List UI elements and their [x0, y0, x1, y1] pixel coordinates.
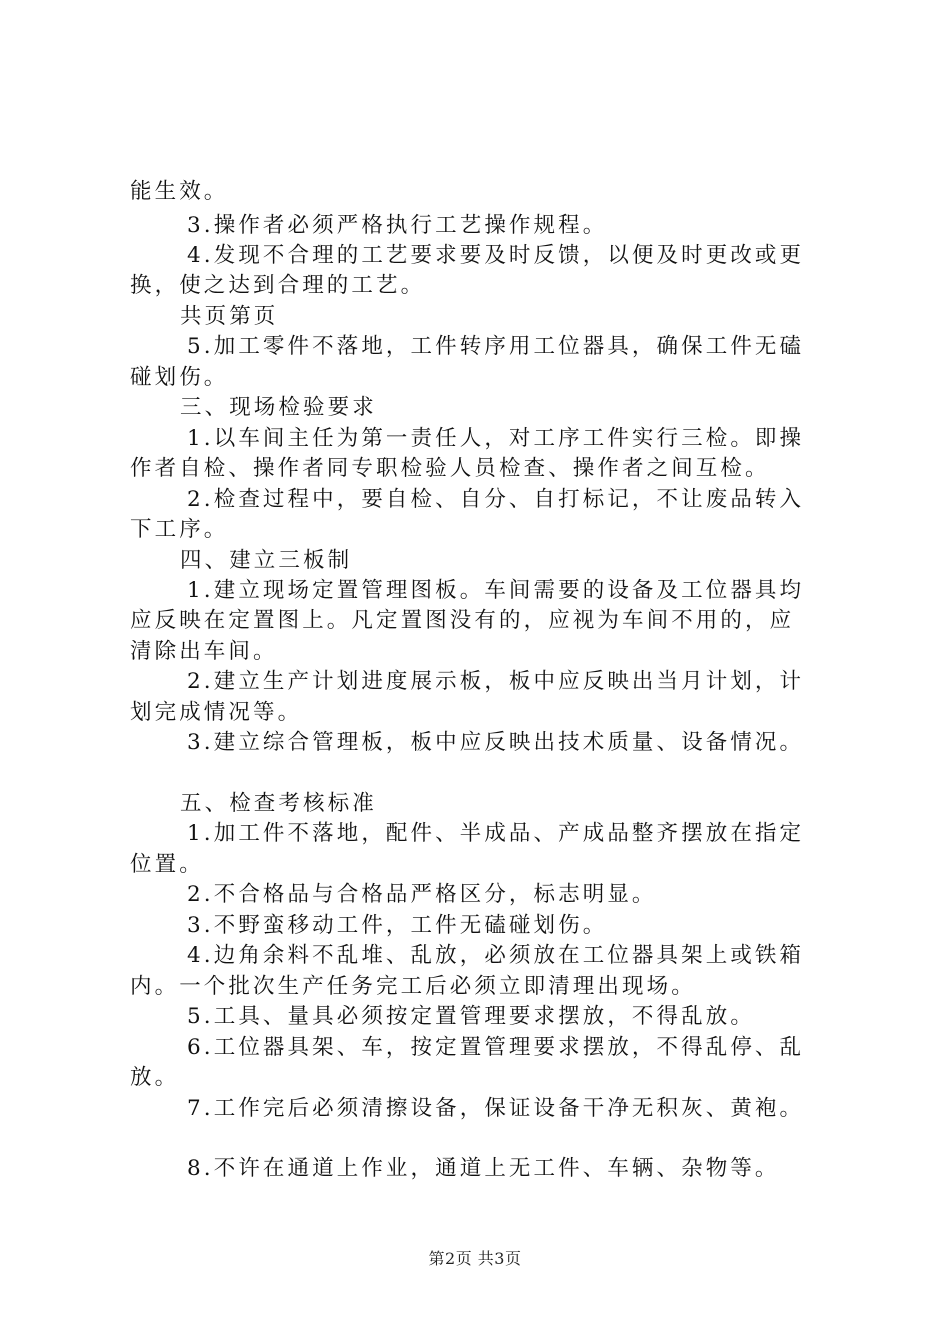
page-number-footer: 第2页 共3页: [428, 1249, 522, 1268]
section-heading: 三、现场检验要求: [180, 395, 377, 420]
text-line: 共页第页: [180, 304, 279, 329]
text-line: 划完成情况等。: [130, 700, 303, 725]
text-line: 2.检查过程中，要自检、自分、自打标记，不让废品转入: [187, 487, 805, 512]
text-line: 应反映在定置图上。凡定置图没有的，应视为车间不用的，应: [130, 608, 795, 633]
text-line: 内。一个批次生产任务完工后必须立即清理出现场。: [130, 974, 696, 999]
text-line: 碰划伤。: [130, 365, 229, 390]
text-line: 6.工位器具架、车，按定置管理要求摆放，不得乱停、乱: [187, 1035, 805, 1060]
text-line: 作者自检、操作者同专职检验人员检查、操作者之间互检。: [130, 456, 770, 481]
text-line: 能生效。: [130, 179, 229, 204]
text-line: 放。: [130, 1065, 180, 1090]
text-line: 8.不许在通道上作业，通道上无工件、车辆、杂物等。: [187, 1156, 780, 1181]
text-line: 4.发现不合理的工艺要求要及时反馈，以便及时更改或更: [187, 243, 805, 268]
text-line: 3.建立综合管理板，板中应反映出技术质量、设备情况。: [187, 730, 805, 755]
text-line: 5.工具、量具必须按定置管理要求摆放，不得乱放。: [187, 1004, 755, 1029]
text-line: 3.操作者必须严格执行工艺操作规程。: [187, 213, 608, 238]
text-line: 7.工作完后必须清擦设备，保证设备干净无积灰、黄袍。: [187, 1096, 805, 1121]
text-line: 1.以车间主任为第一责任人，对工序工件实行三检。即操: [187, 426, 805, 451]
text-line: 2.建立生产计划进度展示板，板中应反映出当月计划，计: [187, 669, 805, 694]
text-line: 换，使之达到合理的工艺。: [130, 273, 426, 298]
text-line: 1.建立现场定置管理图板。车间需要的设备及工位器具均: [187, 578, 805, 603]
text-line: 5.加工零件不落地，工件转序用工位器具，确保工件无磕: [187, 334, 805, 359]
text-line: 3.不野蛮移动工件，工件无磕碰划伤。: [187, 913, 608, 938]
text-line: 2.不合格品与合格品严格区分，标志明显。: [187, 882, 657, 907]
section-heading: 五、检查考核标准: [180, 791, 377, 816]
text-line: 清除出车间。: [130, 639, 278, 664]
text-line: 位置。: [130, 852, 204, 877]
text-line: 4.边角余料不乱堆、乱放，必须放在工位器具架上或铁箱: [187, 943, 805, 968]
section-heading: 四、建立三板制: [180, 548, 353, 573]
text-line: 1.加工件不落地，配件、半成品、产成品整齐摆放在指定: [187, 821, 805, 846]
text-line: 下工序。: [130, 517, 229, 542]
